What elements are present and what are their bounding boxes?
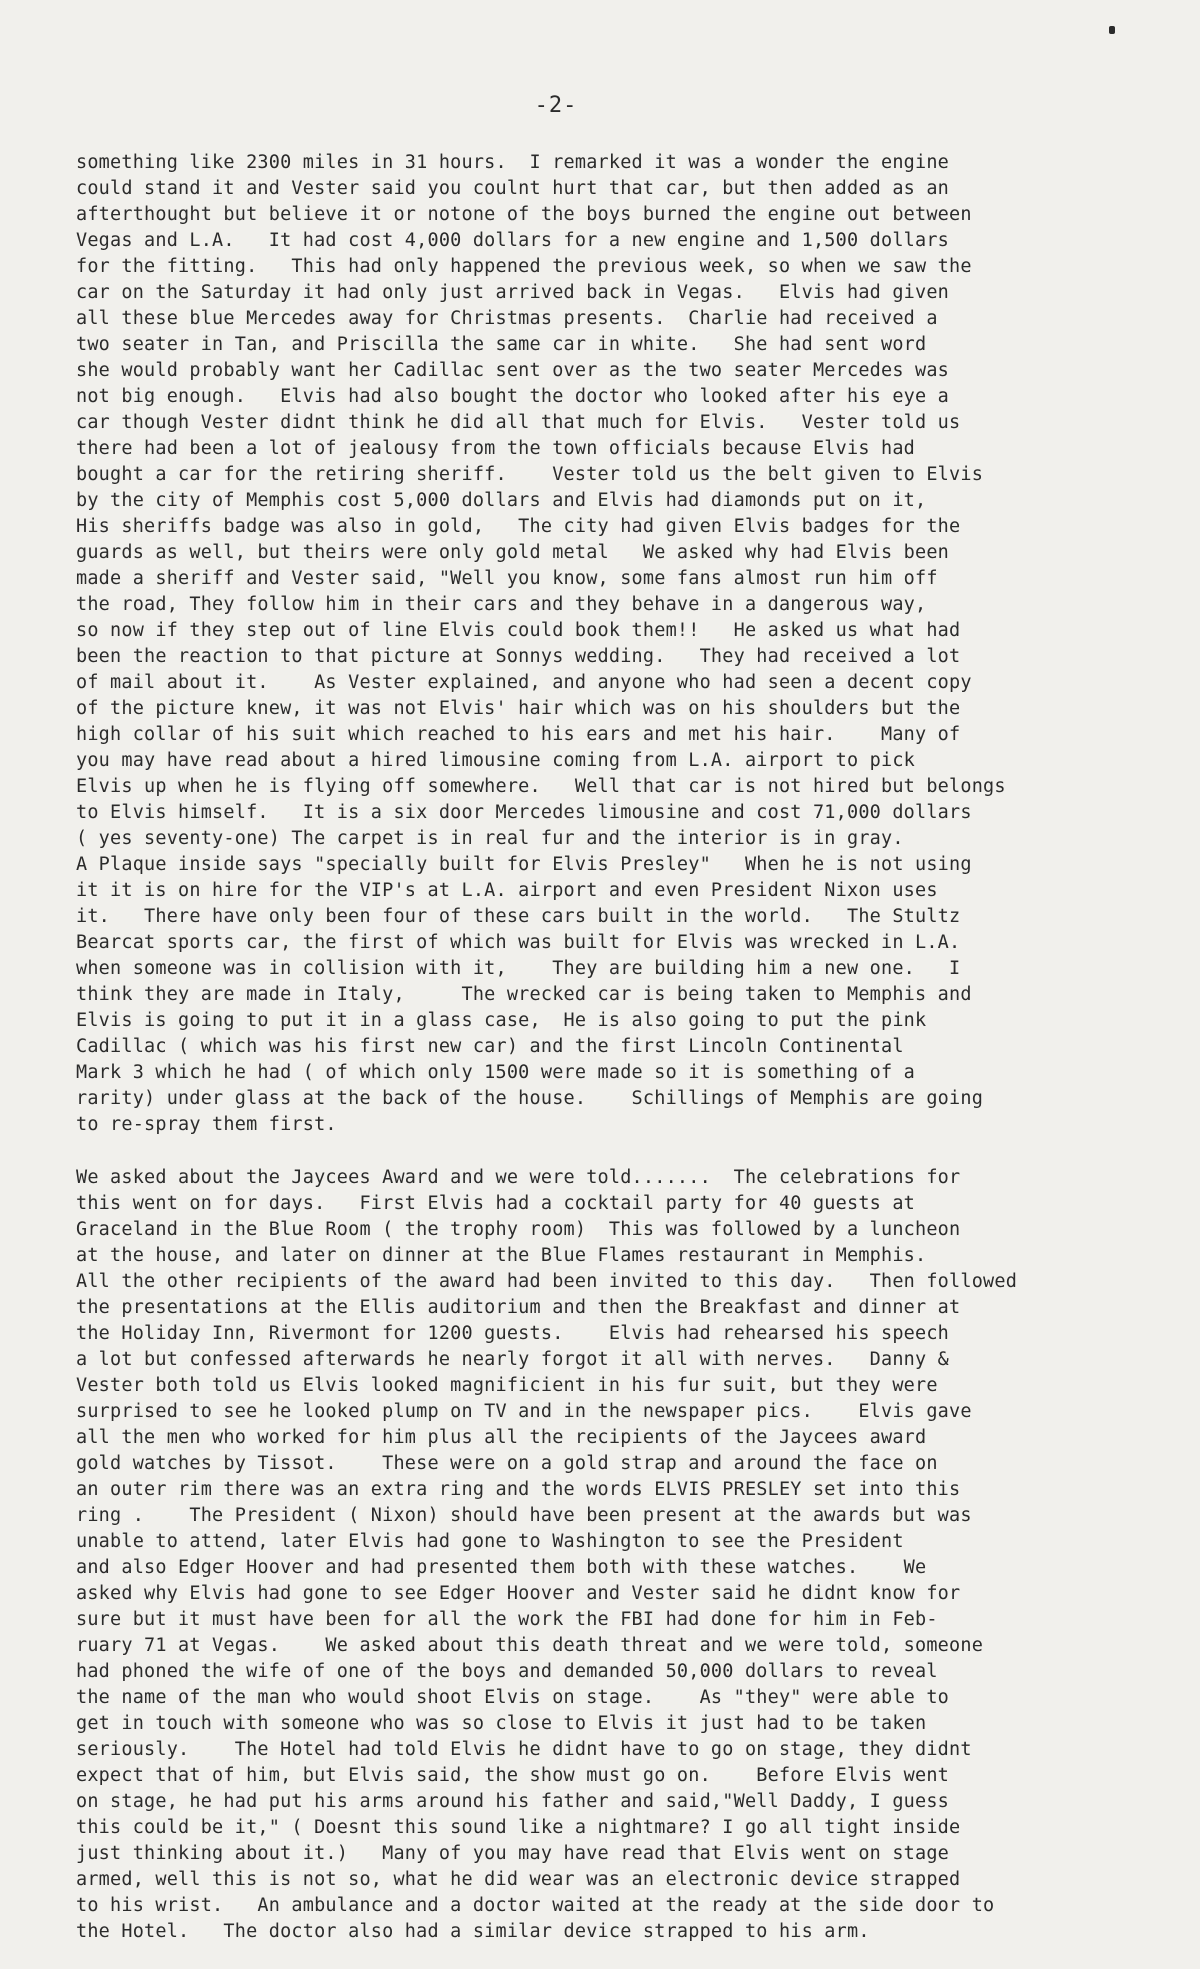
page-number: -2- — [534, 93, 578, 118]
text-line: for the fitting. This had only happened the previous week, so when we saw the — [76, 256, 972, 277]
text-line: at the house, and later on dinner at the Blue Flames restaurant in Memphis. — [76, 1245, 927, 1266]
text-line: We asked about the Jaycees Award and we were told....... The celebrations for — [76, 1167, 961, 1188]
text-line: Vegas and L.A. It had cost 4,000 dollars for a new engine and 1,500 dollars — [76, 230, 950, 251]
text-line: to re-spray them first. — [76, 1114, 337, 1135]
text-line: Elvis is going to put it in a glass case, He is also going to put the pink — [76, 1010, 927, 1031]
text-line: the Holiday Inn, Rivermont for 1200 guests. Elvis had rehearsed his speech — [76, 1323, 950, 1344]
text-line: on stage, he had put his arms around his father and said,"Well Daddy, I guess — [76, 1791, 950, 1812]
text-line: to his wrist. An ambulance and a doctor waited at the ready at the side door to — [76, 1895, 995, 1916]
text-line: high collar of his suit which reached to his ears and met his hair. Many of — [76, 724, 961, 745]
text-line: all these blue Mercedes away for Christmas presents. Charlie had received a — [76, 308, 938, 329]
text-line: ring . The President ( Nixon) should have been present at the awards but was — [76, 1505, 972, 1526]
text-line: the presentations at the Ellis auditorium and then the Breakfast and dinner at — [76, 1297, 961, 1318]
text-line: you may have read about a hired limousine coming from L.A. airport to pick — [76, 750, 916, 771]
body-text — [76, 150, 1156, 1945]
text-line: of mail about it. As Vester explained, and anyone who had seen a decent copy — [76, 672, 972, 693]
text-line: bought a car for the retiring sheriff. Vester told us the belt given to Elvis — [76, 464, 984, 485]
text-line: when someone was in collision with it, They are building him a new one. I — [76, 958, 961, 979]
ink-mark — [1109, 26, 1115, 34]
text-line: gold watches by Tissot. These were on a gold strap and around the face on — [76, 1453, 938, 1474]
text-line: could stand it and Vester said you coulnt hurt that car, but then added as an — [76, 178, 950, 199]
text-line: been the reaction to that picture at Sonnys wedding. They had received a lot — [76, 646, 961, 667]
text-line: His sheriffs badge was also in gold, The city had given Elvis badges for the — [76, 516, 961, 537]
paragraph-2 — [76, 1165, 1156, 1945]
text-line: Cadillac ( which was his first new car) and the first Lincoln Continental — [76, 1036, 904, 1057]
text-line: armed, well this is not so, what he did wear was an electronic device strapped — [76, 1869, 961, 1890]
text-line: Bearcat sports car, the first of which was built for Elvis was wrecked in L.A. — [76, 932, 961, 953]
text-line: an outer rim there was an extra ring and the words ELVIS PRESLEY set into this — [76, 1479, 961, 1500]
text-line: just thinking about it.) Many of you may have read that Elvis went on stage — [76, 1843, 950, 1864]
text-line: get in touch with someone who was so close to Elvis it just had to be taken — [76, 1713, 927, 1734]
text-line: all the men who worked for him plus all the recipients of the Jaycees award — [76, 1427, 927, 1448]
text-line: to Elvis himself. It is a six door Mercedes limousine and cost 71,000 dollars — [76, 802, 972, 823]
text-line: Mark 3 which he had ( of which only 1500 were made so it is something of a — [76, 1062, 916, 1083]
text-line: seriously. The Hotel had told Elvis he didnt have to go on stage, they didnt — [76, 1739, 972, 1760]
text-line: it. There have only been four of these cars built in the world. The Stultz — [76, 906, 961, 927]
text-line: and also Edger Hoover and had presented them both with these watches. We — [76, 1557, 927, 1578]
text-line: Vester both told us Elvis looked magnificient in his fur suit, but they were — [76, 1375, 938, 1396]
text-line: this could be it," ( Doesnt this sound like a nightmare? I go all tight inside — [76, 1817, 961, 1838]
text-line: so now if they step out of line Elvis could book them!! He asked us what had — [76, 620, 961, 641]
text-line: guards as well, but theirs were only gold metal We asked why had Elvis been — [76, 542, 950, 563]
text-line: made a sheriff and Vester said, "Well you know, some fans almost run him off — [76, 568, 938, 589]
text-line: of the picture knew, it was not Elvis' hair which was on his shoulders but the — [76, 698, 961, 719]
text-line: think they are made in Italy, The wrecked car is being taken to Memphis and — [76, 984, 972, 1005]
text-line: unable to attend, later Elvis had gone to Washington to see the President — [76, 1531, 904, 1552]
text-line: car on the Saturday it had only just arrived back in Vegas. Elvis had given — [76, 282, 950, 303]
text-line: not big enough. Elvis had also bought the doctor who looked after his eye a — [76, 386, 950, 407]
text-line: car though Vester didnt think he did all that much for Elvis. Vester told us — [76, 412, 961, 433]
text-line: Graceland in the Blue Room ( the trophy room) This was followed by a luncheon — [76, 1219, 961, 1240]
text-line: sure but it must have been for all the work the FBI had done for him in Feb- — [76, 1609, 938, 1630]
paragraph-1 — [76, 150, 1156, 1138]
text-line: ruary 71 at Vegas. We asked about this death threat and we were told, someone — [76, 1635, 984, 1656]
text-line: surprised to see he looked plump on TV and in the newspaper pics. Elvis gave — [76, 1401, 972, 1422]
text-line: afterthought but believe it or notone of the boys burned the engine out between — [76, 204, 972, 225]
text-line: the Hotel. The doctor also had a similar device strapped to his arm. — [76, 1921, 870, 1942]
text-line: rarity) under glass at the back of the house. Schillings of Memphis are going — [76, 1088, 984, 1109]
text-line: All the other recipients of the award had been invited to this day. Then followed — [76, 1271, 1018, 1292]
text-line: a lot but confessed afterwards he nearly forgot it all with nerves. Danny & — [76, 1349, 950, 1370]
text-line: asked why Elvis had gone to see Edger Hoover and Vester said he didnt know for — [76, 1583, 961, 1604]
text-line: ( yes seventy-one) The carpet is in real fur and the interior is in gray. — [76, 828, 904, 849]
text-line: A Plaque inside says "specially built for Elvis Presley" When he is not using — [76, 854, 972, 875]
text-line: two seater in Tan, and Priscilla the same car in white. She had sent word — [76, 334, 927, 355]
text-line: there had been a lot of jealousy from the town officials because Elvis had — [76, 438, 916, 459]
text-line: this went on for days. First Elvis had a cocktail party for 40 guests at — [76, 1193, 916, 1214]
text-line: the name of the man who would shoot Elvis on stage. As "they" were able to — [76, 1687, 950, 1708]
text-line: she would probably want her Cadillac sent over as the two seater Mercedes was — [76, 360, 950, 381]
text-line: expect that of him, but Elvis said, the show must go on. Before Elvis went — [76, 1765, 950, 1786]
text-line: Elvis up when he is flying off somewhere. Well that car is not hired but belongs — [76, 776, 1006, 797]
text-line: had phoned the wife of one of the boys and demanded 50,000 dollars to reveal — [76, 1661, 938, 1682]
text-line: the road, They follow him in their cars and they behave in a dangerous way, — [76, 594, 927, 615]
text-line: it it is on hire for the VIP's at L.A. airport and even President Nixon uses — [76, 880, 938, 901]
text-line: something like 2300 miles in 31 hours. I remarked it was a wonder the engine — [76, 152, 950, 173]
paragraph-gap — [76, 1138, 1156, 1165]
text-line: by the city of Memphis cost 5,000 dollars and Elvis had diamonds put on it, — [76, 490, 927, 511]
